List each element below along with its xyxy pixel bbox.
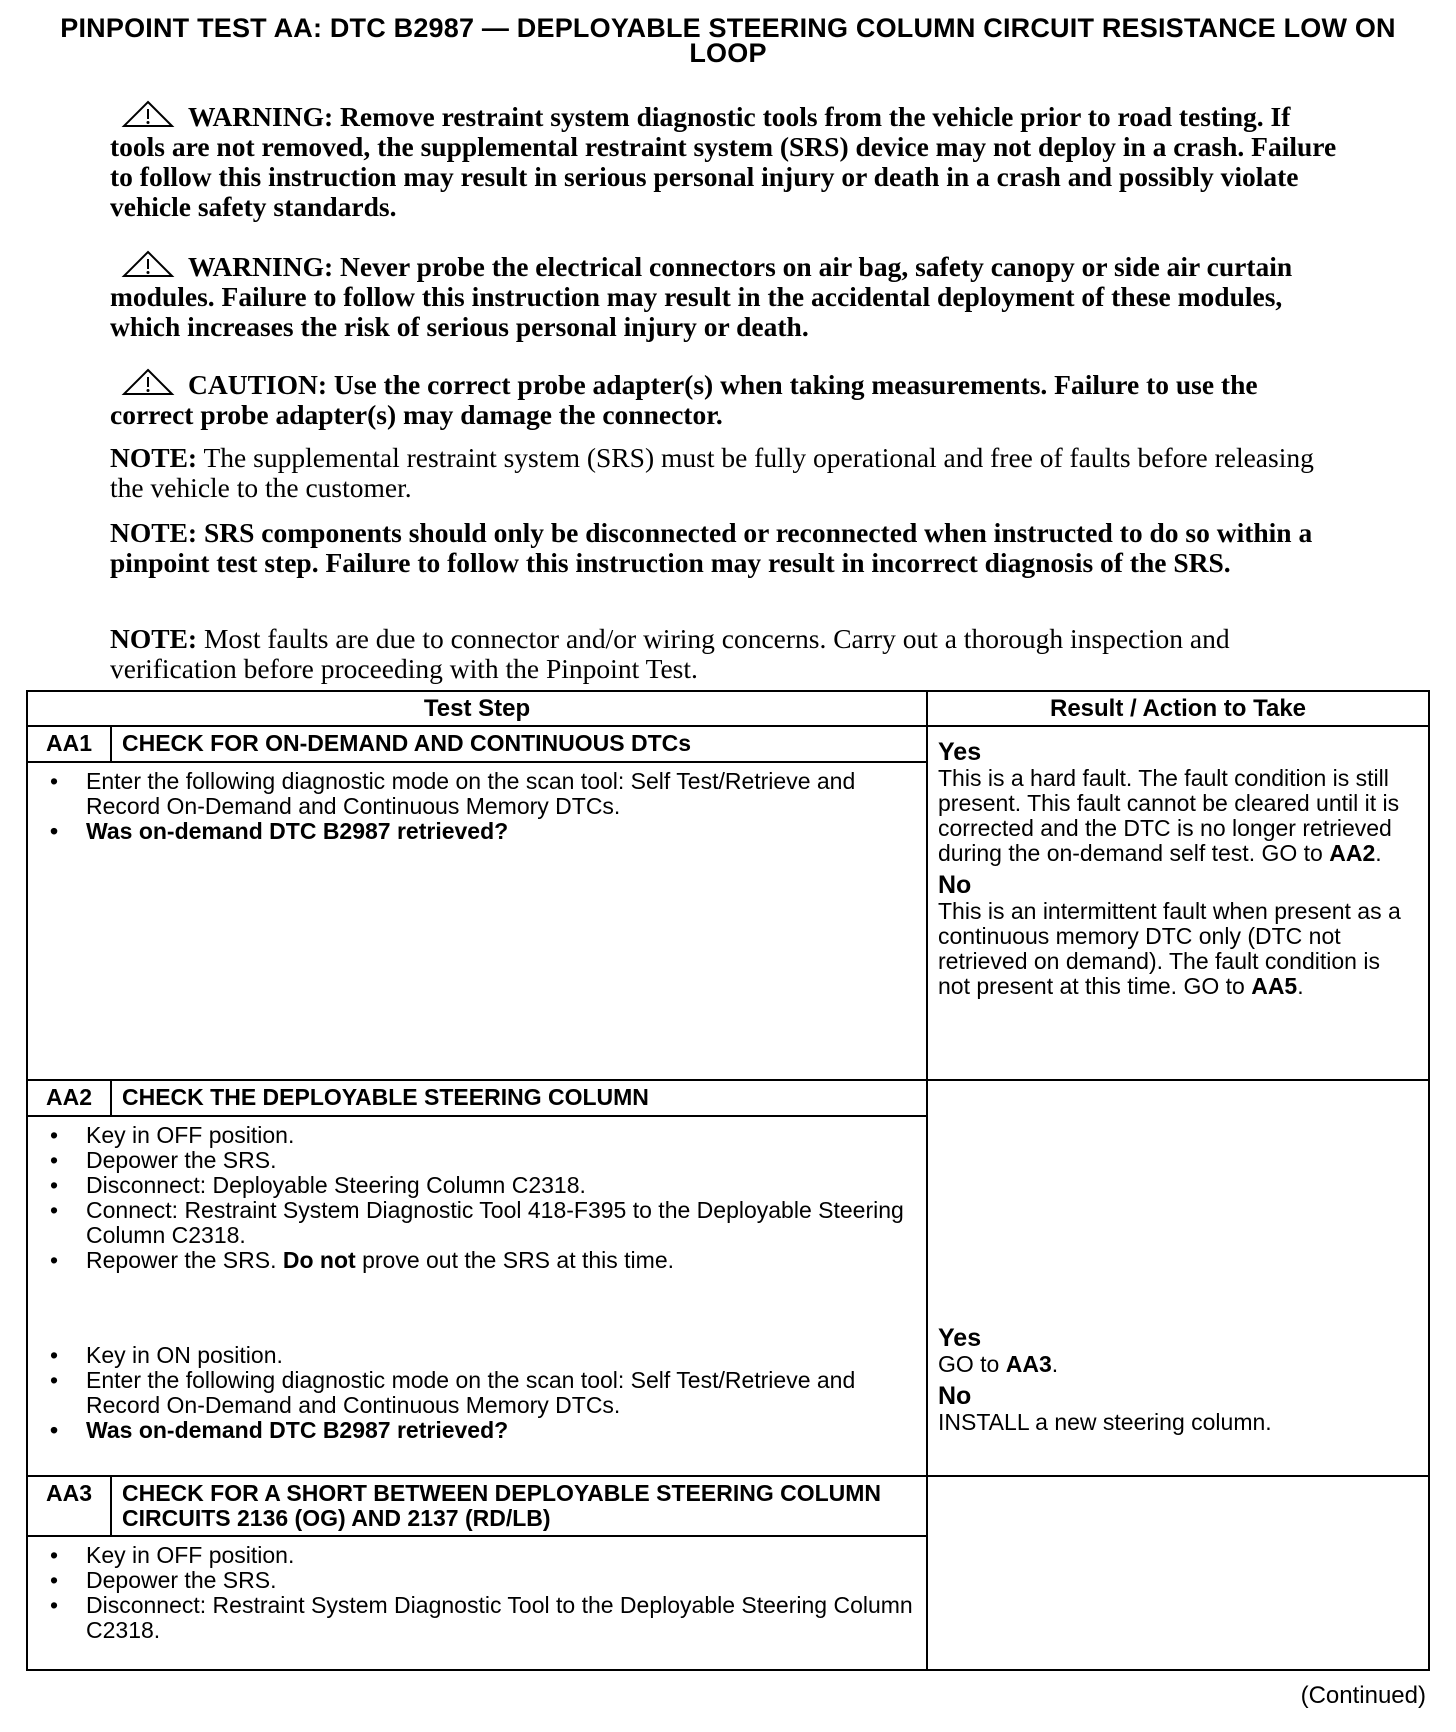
step-id: AA3 [27, 1476, 111, 1536]
notice-lead: CAUTION: [188, 369, 328, 400]
list-item: • Key in OFF position. [86, 1543, 916, 1568]
step-header-row [27, 1080, 1429, 1116]
list-item: • Key in ON position. [86, 1343, 916, 1368]
step-header-row [27, 1476, 1429, 1536]
page-title: PINPOINT TEST AA: DTC B2987 — DEPLOYABLE STEERING COLUMN CIRCUIT RESISTANCE LOW ON LOOP [60, 13, 1396, 68]
note-lead: NOTE: [110, 623, 198, 654]
result-no-text: This is an intermittent fault when present as a continuous memory DTC only (DTC not retrieved on demand). The fault condition is not present at this time. GO to AA5. [938, 898, 1401, 999]
list-item-emphasis: Do not [282, 1247, 356, 1273]
caution-notice [110, 368, 1340, 430]
step-result [927, 1476, 1429, 1670]
step-result [927, 1080, 1429, 1476]
goto-link[interactable]: AA2 [1329, 840, 1376, 866]
list-item: • Was on-demand DTC B2987 retrieved? [86, 819, 916, 844]
step-instructions [27, 1116, 927, 1476]
list-item: • Depower the SRS. [86, 1568, 916, 1593]
list-item: • Key in OFF position. [86, 1123, 916, 1148]
list-item-text: Repower the SRS. [86, 1247, 277, 1273]
list-item: • Depower the SRS. [86, 1148, 916, 1173]
step-heading: CHECK FOR ON-DEMAND AND CONTINUOUS DTCs [111, 726, 927, 762]
note-2 [110, 518, 1340, 578]
result-no-body: This is an intermittent fault when present as a continuous memory DTC only (DTC not retrieved on demand). The fault condition is not present at this time. GO to [938, 898, 1401, 999]
step-heading: CHECK THE DEPLOYABLE STEERING COLUMN [111, 1080, 927, 1116]
result-yes-label: Yes [938, 1324, 982, 1352]
warning-triangle-icon [120, 368, 176, 396]
notice-text: Use the correct probe adapter(s) when taking measurements. Failure to use the correct probe adapter(s) may damage the connector. [110, 369, 1258, 430]
table-header-row [27, 691, 1429, 726]
column-header-test-step: Test Step [27, 691, 927, 726]
continued-label: (Continued) [1300, 1682, 1426, 1709]
list-item: • Connect: Restraint System Diagnostic Tool 418-F395 to the Deployable Steering Column C2318. [86, 1198, 916, 1248]
step-instructions [27, 1536, 927, 1670]
result-yes-body: GO to [938, 1351, 1000, 1377]
pinpoint-test-table [26, 690, 1430, 1671]
warning-notice-2 [110, 250, 1340, 342]
list-item: • Enter the following diagnostic mode on the scan tool: Self Test/Retrieve and Record On-Demand and Continuous Memory DTCs. [86, 1368, 916, 1418]
list-item: • Disconnect: Restraint System Diagnostic Tool to the Deployable Steering Column C2318. [86, 1593, 916, 1643]
goto-link[interactable]: AA3 [1005, 1351, 1052, 1377]
list-item: • Enter the following diagnostic mode on the scan tool: Self Test/Retrieve and Record On-Demand and Continuous Memory DTCs. [86, 769, 916, 819]
note-1 [110, 443, 1340, 503]
note-lead: NOTE: [110, 442, 198, 473]
list-item [86, 1248, 916, 1273]
result-no-label: No [938, 871, 972, 899]
result-yes-label: Yes [938, 738, 982, 766]
notice-text: Remove restraint system diagnostic tools from the vehicle prior to road testing. If tools are not removed, the supplemental restraint system (SRS) device may not deploy in a crash. Failure to follow this instruction may result in serious personal injury or death in a crash and possibly violate vehicle safety standards. [110, 101, 1337, 222]
list-item: • Disconnect: Deployable Steering Column C2318. [86, 1173, 916, 1198]
warning-triangle-icon [120, 100, 176, 128]
column-header-result: Result / Action to Take [927, 691, 1429, 726]
list-item-text: prove out the SRS at this time. [362, 1247, 675, 1273]
result-no-label: No [938, 1382, 972, 1410]
result-yes-body: This is a hard fault. The fault condition is still present. This fault cannot be cleared until it is corrected and the DTC is no longer retrieved during the on-demand self test. GO to [938, 765, 1400, 866]
warning-notice-1 [110, 100, 1340, 222]
note-lead: NOTE: [110, 517, 198, 548]
result-no-text: INSTALL a new steering column. [938, 1409, 1272, 1435]
step-heading: CHECK FOR A SHORT BETWEEN DEPLOYABLE STEERING COLUMN CIRCUITS 2136 (OG) AND 2137 (RD/LB) [111, 1476, 927, 1536]
note-text: The supplemental restraint system (SRS) must be fully operational and free of faults before releasing the vehicle to the customer. [110, 442, 1314, 503]
note-text: SRS components should only be disconnected or reconnected when instructed to do so within a pinpoint test step. Failure to follow this instruction may result in incorrect diagnosis of the SRS. [110, 517, 1313, 578]
warning-triangle-icon [120, 250, 176, 278]
step-id: AA2 [27, 1080, 111, 1116]
list-item: • Was on-demand DTC B2987 retrieved? [86, 1418, 916, 1443]
step-header-row [27, 726, 1429, 762]
result-yes-text: GO to AA3. [938, 1351, 1059, 1377]
notice-text: Never probe the electrical connectors on air bag, safety canopy or side air curtain modules. Failure to follow this instruction may result in the accidental deployment of these modules, which increases the risk of serious personal injury or death. [110, 251, 1293, 342]
step-result [927, 726, 1429, 1080]
step-instructions [27, 762, 927, 1080]
step-id: AA1 [27, 726, 111, 762]
result-yes-text: This is a hard fault. The fault condition is still present. This fault cannot be cleared until it is corrected and the DTC is no longer retrieved during the on-demand self test. GO to AA2. [938, 765, 1400, 866]
note-3 [110, 624, 1340, 684]
notice-lead: WARNING: [188, 101, 334, 132]
goto-link[interactable]: AA5 [1251, 973, 1298, 999]
notice-lead: WARNING: [188, 251, 334, 282]
note-text: Most faults are due to connector and/or wiring concerns. Carry out a thorough inspection and verification before proceeding with the Pinpoint Test. [110, 623, 1230, 684]
